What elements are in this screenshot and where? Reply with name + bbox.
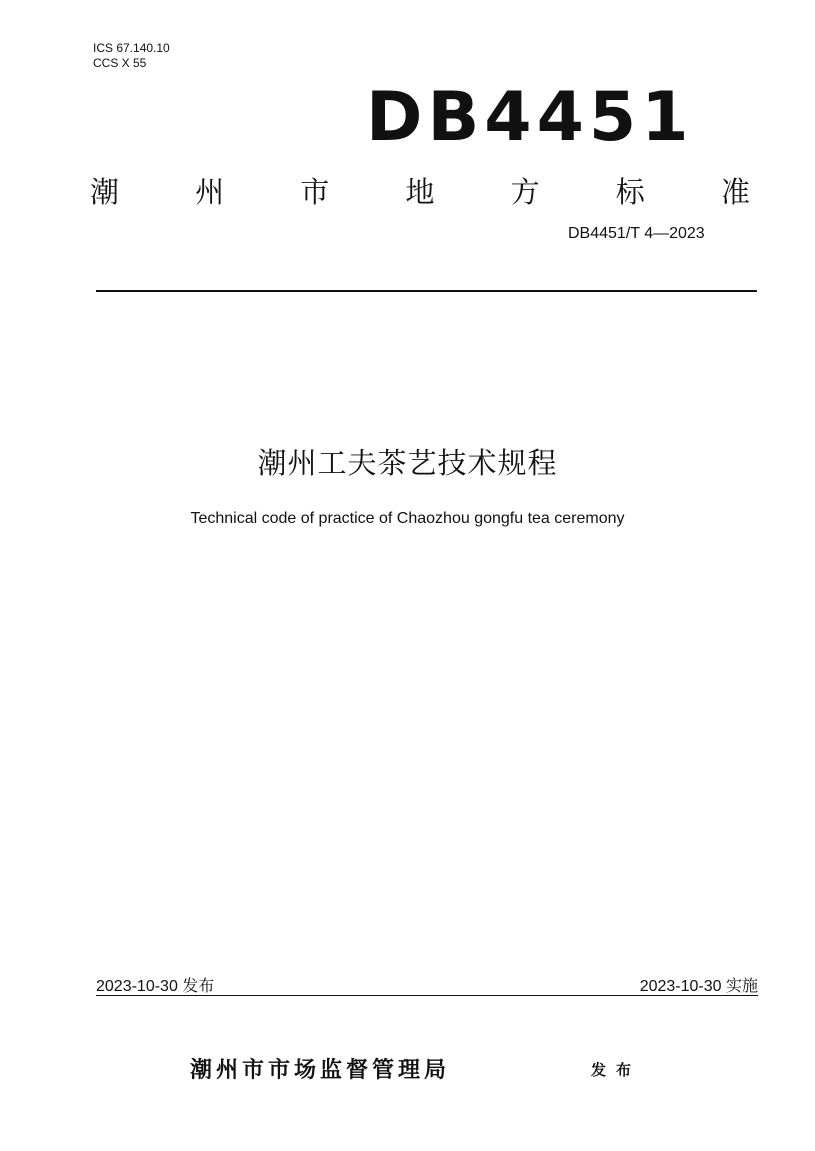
standard-logo: DB4451 [366,78,694,157]
standard-type-char: 州 [195,175,225,209]
implementation-date: 2023-10-30 实施 [639,978,758,995]
title-chinese: 潮州工夫茶艺技术规程 [257,446,558,480]
issue-date: 2023-10-30 发布 [96,978,215,995]
ccs-code: CCS X 55 [93,56,147,70]
standard-type-char: 标 [615,175,645,209]
classification-codes [93,41,170,71]
header-divider [96,290,757,292]
ics-code: ICS 67.140.10 [93,41,170,55]
standard-type-char: 市 [300,175,330,209]
standard-type-char: 潮 [90,175,120,209]
title-english: Technical code of practice of Chaozhou gongfu tea ceremony [190,510,625,527]
standard-type-char: 方 [510,175,540,209]
standard-type-heading [90,174,750,210]
standard-type-char: 地 [405,175,435,209]
standard-number: DB4451/T 4—2023 [568,225,705,242]
standard-type-char: 准 [720,175,750,209]
footer-divider [96,995,758,996]
issuer-verb: 发布 [591,1061,642,1079]
issuer-name: 潮州市市场监督管理局 [190,1058,451,1083]
